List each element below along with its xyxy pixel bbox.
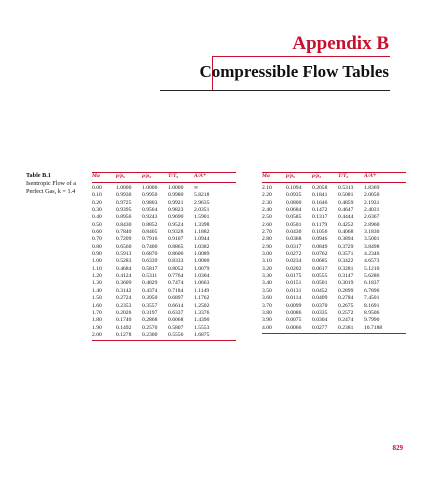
table-cell: 0.0304 xyxy=(312,317,328,324)
table-cell: 0.1740 xyxy=(116,317,132,324)
table-row xyxy=(92,236,236,243)
table-cell: 0.3281 xyxy=(338,265,354,272)
table-cell: 9.7990 xyxy=(364,317,380,324)
header-ma: Ma xyxy=(262,173,286,183)
table-cell: 2.00 xyxy=(92,332,116,341)
table-cell: 0.0202 xyxy=(286,265,302,272)
table-cell: 0.7840 xyxy=(116,229,132,236)
table-cell: 0.1472 xyxy=(312,207,328,214)
table-cell: 2.9635 xyxy=(194,199,210,206)
table-row xyxy=(262,288,406,295)
table-cell: 0.3729 xyxy=(338,243,354,250)
table-cell: 1.40 xyxy=(92,287,102,294)
table-cell: 0.9921 xyxy=(168,199,184,206)
table-cell: 0.9823 xyxy=(168,207,184,214)
table-cell: 0.0151 xyxy=(286,280,302,287)
table-cell: 0.3147 xyxy=(338,273,354,280)
table-cell: 1.0000 xyxy=(142,185,158,192)
table-cell: 2.50 xyxy=(262,214,272,221)
table-header-row xyxy=(92,173,236,183)
table-row xyxy=(262,258,406,265)
table-row xyxy=(92,214,236,221)
table-cell: 0.2868 xyxy=(142,317,158,324)
table-cell: 0.80 xyxy=(92,243,102,250)
table-row xyxy=(262,229,406,236)
table-cell: 1.0944 xyxy=(194,236,210,243)
table-cell: 8.9506 xyxy=(364,309,380,316)
table-cell: 0.1317 xyxy=(312,214,328,221)
table-cell: 1.90 xyxy=(92,324,102,331)
header-rule xyxy=(212,56,390,57)
table-cell: 2.40 xyxy=(262,207,272,214)
table-row xyxy=(92,200,236,207)
table-row xyxy=(262,303,406,310)
table-cell: 10.7188 xyxy=(364,325,406,334)
table-cell: 3.5001 xyxy=(364,236,380,243)
table-row xyxy=(92,288,236,295)
table-cell: 0.9524 xyxy=(168,221,184,228)
table-cell: 3.40 xyxy=(262,280,272,287)
table-cell: 2.0050 xyxy=(364,192,380,199)
table-cell: 0.0501 xyxy=(312,280,328,287)
table-row xyxy=(262,251,406,258)
table-cell: 0.0849 xyxy=(312,243,328,250)
table-cell: 0.0800 xyxy=(286,199,302,206)
table-cell: 1.0304 xyxy=(194,273,210,280)
table-cell: 0.8606 xyxy=(168,251,184,258)
table-row xyxy=(92,332,236,341)
table-row xyxy=(92,251,236,258)
table-cell: 0.9107 xyxy=(168,236,184,243)
table-caption xyxy=(26,172,88,196)
table-cell: 0.6339 xyxy=(142,258,158,265)
table-cell: 0.9980 xyxy=(168,192,184,199)
table-cell: 0.9690 xyxy=(168,214,184,221)
chapter-header xyxy=(0,0,423,100)
table-row xyxy=(92,325,236,332)
table-cell: 3.50 xyxy=(262,287,272,294)
table-row xyxy=(262,310,406,317)
table-cell: 0.0234 xyxy=(286,258,302,265)
table-cell: 0.5313 xyxy=(338,185,354,192)
table-cell: 0.8052 xyxy=(168,265,184,272)
table-cell: 0.8852 xyxy=(142,221,158,228)
table-row xyxy=(262,266,406,273)
table-row xyxy=(262,280,406,287)
table-cell: 0.7400 xyxy=(142,243,158,250)
table-cell: 0.6560 xyxy=(116,243,132,250)
table-body-left xyxy=(92,183,236,341)
table-cell: 0.5311 xyxy=(142,273,158,280)
table-cell: 0.3950 xyxy=(142,295,158,302)
table-cell: 0.5913 xyxy=(116,251,132,258)
table-cell: 0.7764 xyxy=(168,273,184,280)
table-row xyxy=(92,222,236,229)
table-cell: 2.10 xyxy=(262,185,272,192)
table-cell: 0.4684 xyxy=(116,265,132,272)
table-cell: 0.4859 xyxy=(338,199,354,206)
table-cell: 0.5283 xyxy=(116,258,132,265)
header-area-ratio: A/A* xyxy=(194,173,236,183)
table-cell: 0.5556 xyxy=(168,332,194,341)
table-cell: 0.0066 xyxy=(286,325,312,334)
table-cell: 4.00 xyxy=(262,325,286,334)
table-cell: 0.4124 xyxy=(116,273,132,280)
table-cell: 0.8333 xyxy=(168,258,184,265)
table-cell: 0.2026 xyxy=(116,309,132,316)
table-cell: 1.1149 xyxy=(194,287,210,294)
table-cell: 5.6286 xyxy=(364,273,380,280)
table-cell: 0.4829 xyxy=(142,280,158,287)
table-cell: 1.4390 xyxy=(194,317,210,324)
table-cell: 4.6573 xyxy=(364,258,380,265)
table-cell: 0.1492 xyxy=(116,324,132,331)
table-label: Table B.1 xyxy=(26,172,51,179)
table-cell: 6.1837 xyxy=(364,280,380,287)
table-cell: 0.90 xyxy=(92,251,102,258)
table-cell: 0.3571 xyxy=(338,251,354,258)
table-cell: 1.10 xyxy=(92,265,102,272)
table-cell: 2.90 xyxy=(262,243,272,250)
header-temperature-ratio: T/T₀ xyxy=(338,173,364,183)
table-cell: 0.0370 xyxy=(312,302,328,309)
table-cell: 0.8956 xyxy=(116,214,132,221)
header-area-ratio: A/A* xyxy=(364,173,406,183)
table-cell: 2.6367 xyxy=(364,214,380,221)
table-cell: 0.0335 xyxy=(312,309,328,316)
table-cell: 0.6337 xyxy=(168,309,184,316)
header-temperature-ratio: T/T₀ xyxy=(168,173,194,183)
table-cell: 0.7184 xyxy=(168,287,184,294)
header-density-ratio: ρ/ρ₀ xyxy=(142,173,168,183)
table-cell: 0.2570 xyxy=(142,324,158,331)
table-row xyxy=(92,310,236,317)
table-cell: 1.60 xyxy=(92,302,102,309)
table-cell: 2.70 xyxy=(262,229,272,236)
table-cell: 0.0555 xyxy=(312,273,328,280)
table-cell: 1.1762 xyxy=(194,295,210,302)
table-cell: 3.90 xyxy=(262,317,272,324)
table-cell: 0.9725 xyxy=(116,199,132,206)
table-row xyxy=(92,229,236,236)
table-row xyxy=(92,183,236,193)
table-cell: 2.20 xyxy=(262,192,272,199)
table-cell: 0.9803 xyxy=(142,199,158,206)
table-cell: 0.0099 xyxy=(286,302,302,309)
table-cell: 0.0452 xyxy=(312,287,328,294)
table-cell: 2.8960 xyxy=(364,221,380,228)
table-cell: 0.2474 xyxy=(338,317,354,324)
table-cell: 1.0000 xyxy=(194,258,210,265)
table-cell: 0.4068 xyxy=(338,229,354,236)
table-row xyxy=(262,244,406,251)
table-cell: 0.0114 xyxy=(286,295,302,302)
header-density-ratio: ρ/ρ₀ xyxy=(312,173,338,183)
table-cell: 0.8430 xyxy=(116,221,132,228)
table-cell: 0.0131 xyxy=(286,287,302,294)
table-row xyxy=(262,214,406,221)
table-row xyxy=(262,325,406,334)
table-cell: 0.0430 xyxy=(286,229,302,236)
table-cell: 1.0663 xyxy=(194,280,210,287)
table-header-row xyxy=(262,173,406,183)
table-cell: 0.7474 xyxy=(168,280,184,287)
table-cell: 1.30 xyxy=(92,280,102,287)
table-cell: 0.2899 xyxy=(338,287,354,294)
header-pressure-ratio: p/p₀ xyxy=(116,173,142,183)
table-row xyxy=(262,200,406,207)
table-cell: 0.7916 xyxy=(142,236,158,243)
table-row xyxy=(92,295,236,302)
table-cell: 0.1179 xyxy=(312,221,328,228)
table-cell: 0.6897 xyxy=(168,295,184,302)
table-cell: 0.0684 xyxy=(286,207,302,214)
table-cell: 0.0946 xyxy=(312,236,328,243)
table-cell: 0.70 xyxy=(92,236,102,243)
table-cell: 0.4444 xyxy=(338,214,354,221)
table-row xyxy=(92,303,236,310)
table-cell: 0.60 xyxy=(92,229,102,236)
table-cell: 0.1278 xyxy=(116,332,142,341)
table-cell: 0.0685 xyxy=(312,258,328,265)
table-cell: 0.2724 xyxy=(116,295,132,302)
table-cell: 1.70 xyxy=(92,309,102,316)
table-cell: 1.80 xyxy=(92,317,102,324)
table-cell: 3.80 xyxy=(262,309,272,316)
table-row xyxy=(92,317,236,324)
table-cell: 4.2346 xyxy=(364,251,380,258)
table-cell: 0.6870 xyxy=(142,251,158,258)
table-cell: 0.20 xyxy=(92,199,102,206)
table-cell: 1.50 xyxy=(92,295,102,302)
table-cell: 0.2300 xyxy=(142,332,168,341)
table-cell: 2.0351 xyxy=(194,207,210,214)
appendix-label: Appendix B xyxy=(292,33,389,54)
table-cell: 0.0935 xyxy=(286,192,302,199)
table-cell: 1.5901 xyxy=(194,214,210,221)
table-row xyxy=(92,280,236,287)
table-cell: 1.0382 xyxy=(194,243,210,250)
table-cell: 0.3422 xyxy=(338,258,354,265)
table-cell: 1.2502 xyxy=(194,302,210,309)
table-cell: 0.3142 xyxy=(116,287,132,294)
table-row xyxy=(262,317,406,324)
table-cell: 1.3376 xyxy=(194,309,210,316)
table-cell: 7.4501 xyxy=(364,295,380,302)
table-cell: 1.3398 xyxy=(194,221,210,228)
table-cell: 0.9930 xyxy=(116,192,132,199)
table-cell: 0.9950 xyxy=(142,192,158,199)
table-cell: 0.1094 xyxy=(286,185,302,192)
table-cell: 8.1691 xyxy=(364,302,380,309)
table-cell: 0.3557 xyxy=(142,302,158,309)
table-cell: 0.0175 xyxy=(286,273,302,280)
table-cell: 0.8865 xyxy=(168,243,184,250)
table-cell: 0.0501 xyxy=(286,221,302,228)
table-cell: 0.2784 xyxy=(338,295,354,302)
table-cell: 1.0000 xyxy=(168,185,184,192)
table-cell: 0.2675 xyxy=(338,302,354,309)
table-row xyxy=(262,295,406,302)
table-cell: 3.1830 xyxy=(364,229,380,236)
table-cell: 1.0000 xyxy=(116,185,132,192)
table-cell: 3.8498 xyxy=(364,243,380,250)
table-cell: 0.0317 xyxy=(286,243,302,250)
table-cell: 1.5553 xyxy=(194,324,210,331)
table-row xyxy=(92,266,236,273)
table-row xyxy=(262,222,406,229)
table-row xyxy=(92,244,236,251)
table-cell: 0.4374 xyxy=(142,287,158,294)
table-row xyxy=(92,207,236,214)
table-cell: 1.6875 xyxy=(194,332,236,341)
table-cell: 3.60 xyxy=(262,295,272,302)
table-cell: 0.0075 xyxy=(286,317,302,324)
table-cell: 0.6614 xyxy=(168,302,184,309)
table-cell: 0.3197 xyxy=(142,309,158,316)
table-cell: 1.1882 xyxy=(194,229,210,236)
table-cell: 1.0079 xyxy=(194,265,210,272)
table-cell: 0.2058 xyxy=(312,185,328,192)
table-cell: 0.1841 xyxy=(312,192,328,199)
table-cell: 0.5807 xyxy=(168,324,184,331)
table-cell: 0.50 xyxy=(92,221,102,228)
table-cell: 6.7896 xyxy=(364,287,380,294)
table-cell: ∞ xyxy=(194,185,198,192)
table-row xyxy=(262,183,406,193)
table-left-half xyxy=(92,172,236,341)
table-cell: 0.8405 xyxy=(142,229,158,236)
table-cell: 0.40 xyxy=(92,214,102,221)
table-cell: 0.0762 xyxy=(312,251,328,258)
table-row xyxy=(262,192,406,199)
table-cell: 0.9243 xyxy=(142,214,158,221)
table-cell: 0.5081 xyxy=(338,192,354,199)
table-cell: 0.1646 xyxy=(312,199,328,206)
table-cell: 0.9564 xyxy=(142,207,158,214)
table-cell: 0.0272 xyxy=(286,251,302,258)
table-cell: 3.70 xyxy=(262,302,272,309)
table-cell: 5.1210 xyxy=(364,265,380,272)
table-cell: 0.4252 xyxy=(338,221,354,228)
table-cell: 0.9395 xyxy=(116,207,132,214)
table-description: Isentropic Flow of a Perfect Gas, k = 1.4 xyxy=(26,180,77,195)
table-cell: 0.30 xyxy=(92,207,102,214)
table-cell: 0.3609 xyxy=(116,280,132,287)
table-cell: 0.3019 xyxy=(338,280,354,287)
table-row xyxy=(262,207,406,214)
table-cell: 1.20 xyxy=(92,273,102,280)
table-right-half xyxy=(262,172,406,334)
table-cell: 0.0585 xyxy=(286,214,302,221)
title-underline xyxy=(160,90,390,91)
table-cell: 1.00 xyxy=(92,258,102,265)
table-cell: 3.00 xyxy=(262,251,272,258)
table-cell: 0.1056 xyxy=(312,229,328,236)
page-number: 829 xyxy=(392,444,403,452)
table-cell: 1.8369 xyxy=(364,185,380,192)
table-cell: 0.6068 xyxy=(168,317,184,324)
table-cell: 0.2353 xyxy=(116,302,132,309)
table-row xyxy=(262,236,406,243)
header-ma: Ma xyxy=(92,173,116,183)
table-cell: 2.60 xyxy=(262,221,272,228)
table-cell: 0.2381 xyxy=(338,325,364,334)
header-pressure-ratio: p/p₀ xyxy=(286,173,312,183)
table-cell: 3.30 xyxy=(262,273,272,280)
table-cell: 0.7209 xyxy=(116,236,132,243)
table-cell: 3.20 xyxy=(262,265,272,272)
table-cell: 2.30 xyxy=(262,199,272,206)
table-cell: 0.0277 xyxy=(312,325,338,334)
table-row xyxy=(262,273,406,280)
table-cell: 0.2572 xyxy=(338,309,354,316)
table-row xyxy=(92,273,236,280)
table-cell: 0.0086 xyxy=(286,309,302,316)
table-cell: 2.4031 xyxy=(364,207,380,214)
table-row xyxy=(92,192,236,199)
table-body-right xyxy=(262,183,406,334)
table-cell: 1.0089 xyxy=(194,251,210,258)
table-cell: 2.1931 xyxy=(364,199,380,206)
table-cell: 0.0409 xyxy=(312,295,328,302)
table-cell: 0.0617 xyxy=(312,265,328,272)
table-cell: 2.80 xyxy=(262,236,272,243)
page-title: Compressible Flow Tables xyxy=(199,62,389,81)
table-cell: 0.4647 xyxy=(338,207,354,214)
table-cell: 0.9328 xyxy=(168,229,184,236)
table-cell: 0.0368 xyxy=(286,236,302,243)
table-row xyxy=(92,258,236,265)
table-cell: 3.10 xyxy=(262,258,272,265)
table-cell: 0.00 xyxy=(92,185,102,192)
table-cell: 0.5817 xyxy=(142,265,158,272)
table-cell: 0.10 xyxy=(92,192,102,199)
table-cell: 5.8218 xyxy=(194,192,210,199)
table-cell: 0.3894 xyxy=(338,236,354,243)
